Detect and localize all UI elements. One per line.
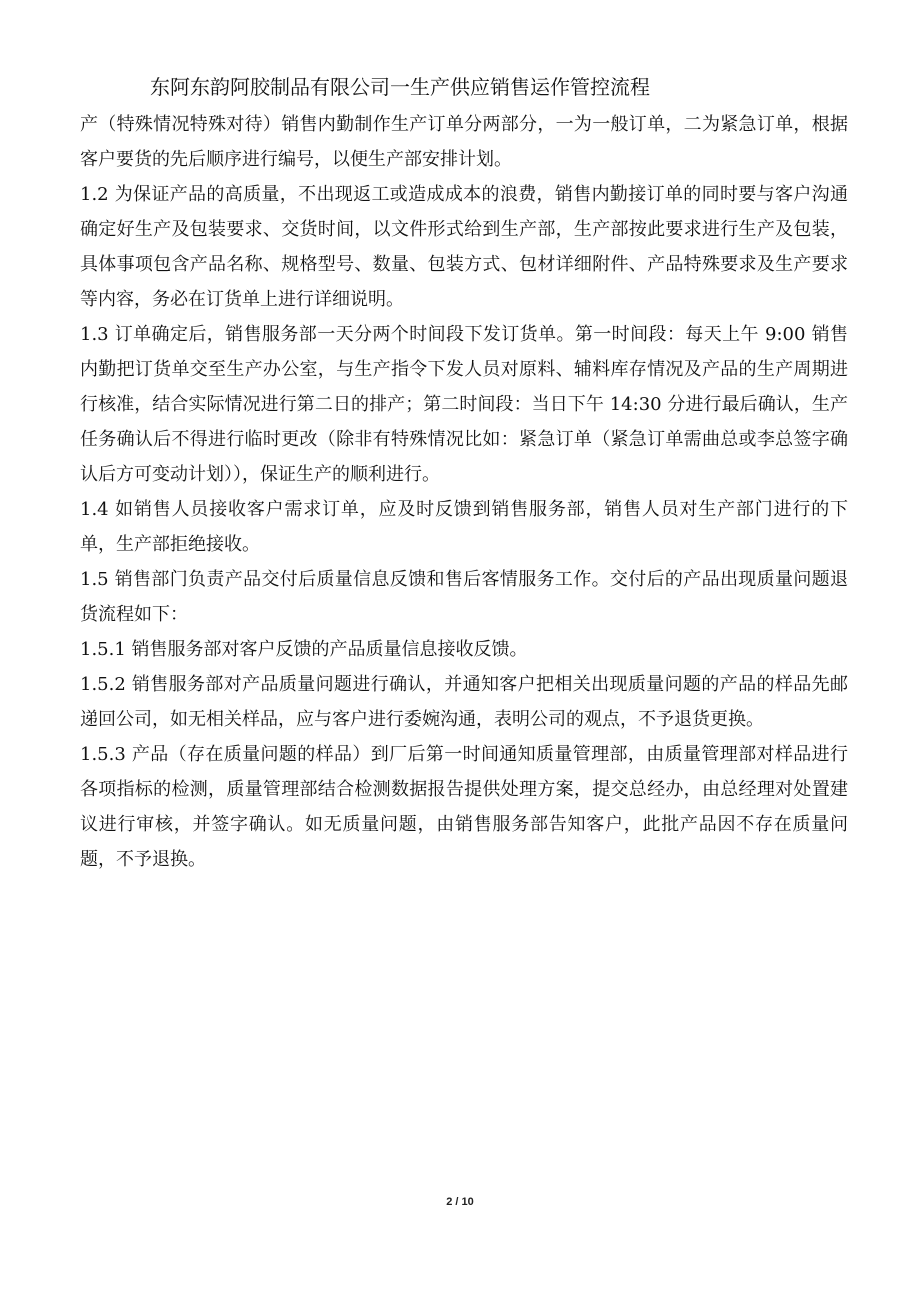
- paragraph-1-5-1: 1.5.1 销售服务部对客户反馈的产品质量信息接收反馈。: [80, 639, 528, 660]
- paragraph-1-5-2: 1.5.2 销售服务部对产品质量问题进行确认，并通知客户把相关出现质量问题的产品的样品先邮递回公司，如无相关样品，应与客户进行委婉沟通，表明公司的观点，不予退货更换。: [80, 674, 848, 730]
- paragraph-order-types: 产（特殊情况特殊对待）销售内勤制作生产订单分两部分，一为一般订单，二为紧急订单，根据客户要货的先后顺序进行编号，以便生产部安排计划。: [80, 114, 848, 170]
- document-body: [80, 107, 848, 877]
- page-number: 2 / 10: [446, 1196, 474, 1208]
- document-title: 东阿东韵阿胶制品有限公司一生产供应销售运作管控流程: [150, 75, 650, 99]
- paragraph-1-4: 1.4 如销售人员接收客户需求订单，应及时反馈到销售服务部，销售人员对生产部门进行的下单，生产部拒绝接收。: [80, 499, 848, 555]
- paragraph-1-5: 1.5 销售部门负责产品交付后质量信息反馈和售后客情服务工作。交付后的产品出现质量问题退货流程如下：: [80, 569, 848, 625]
- paragraph-1-2: 1.2 为保证产品的高质量，不出现返工或造成成本的浪费，销售内勤接订单的同时要与客户沟通确定好生产及包装要求、交货时间，以文件形式给到生产部，生产部按此要求进行生产及包装，具体事项包含产品名称、规格型号、数量、包装方式、包材详细附件、产品特殊要求及生产要求等内容，务必在订货单上进行详细说明。: [80, 184, 848, 310]
- paragraph-1-5-3: 1.5.3 产品（存在质量问题的样品）到厂后第一时间通知质量管理部，由质量管理部对样品进行各项指标的检测，质量管理部结合检测数据报告提供处理方案，提交总经办，由总经理对处置建议进行审核，并签字确认。如无质量问题，由销售服务部告知客户，此批产品因不存在质量问题，不予退换。: [80, 744, 848, 870]
- paragraph-1-3: 1.3 订单确定后，销售服务部一天分两个时间段下发订货单。第一时间段：每天上午 9:00 销售内勤把订货单交至生产办公室，与生产指令下发人员对原料、辅料库存情况及产品的生产周期进行核准，结合实际情况进行第二日的排产；第二时间段：当日下午 14:30 分进行最后确认，生产任务确认后不得进行临时更改（除非有特殊情况比如：紧急订单（紧急订单需曲总或李总签字确认后方可变动计划）），保证生产的顺利进行。: [80, 324, 848, 485]
